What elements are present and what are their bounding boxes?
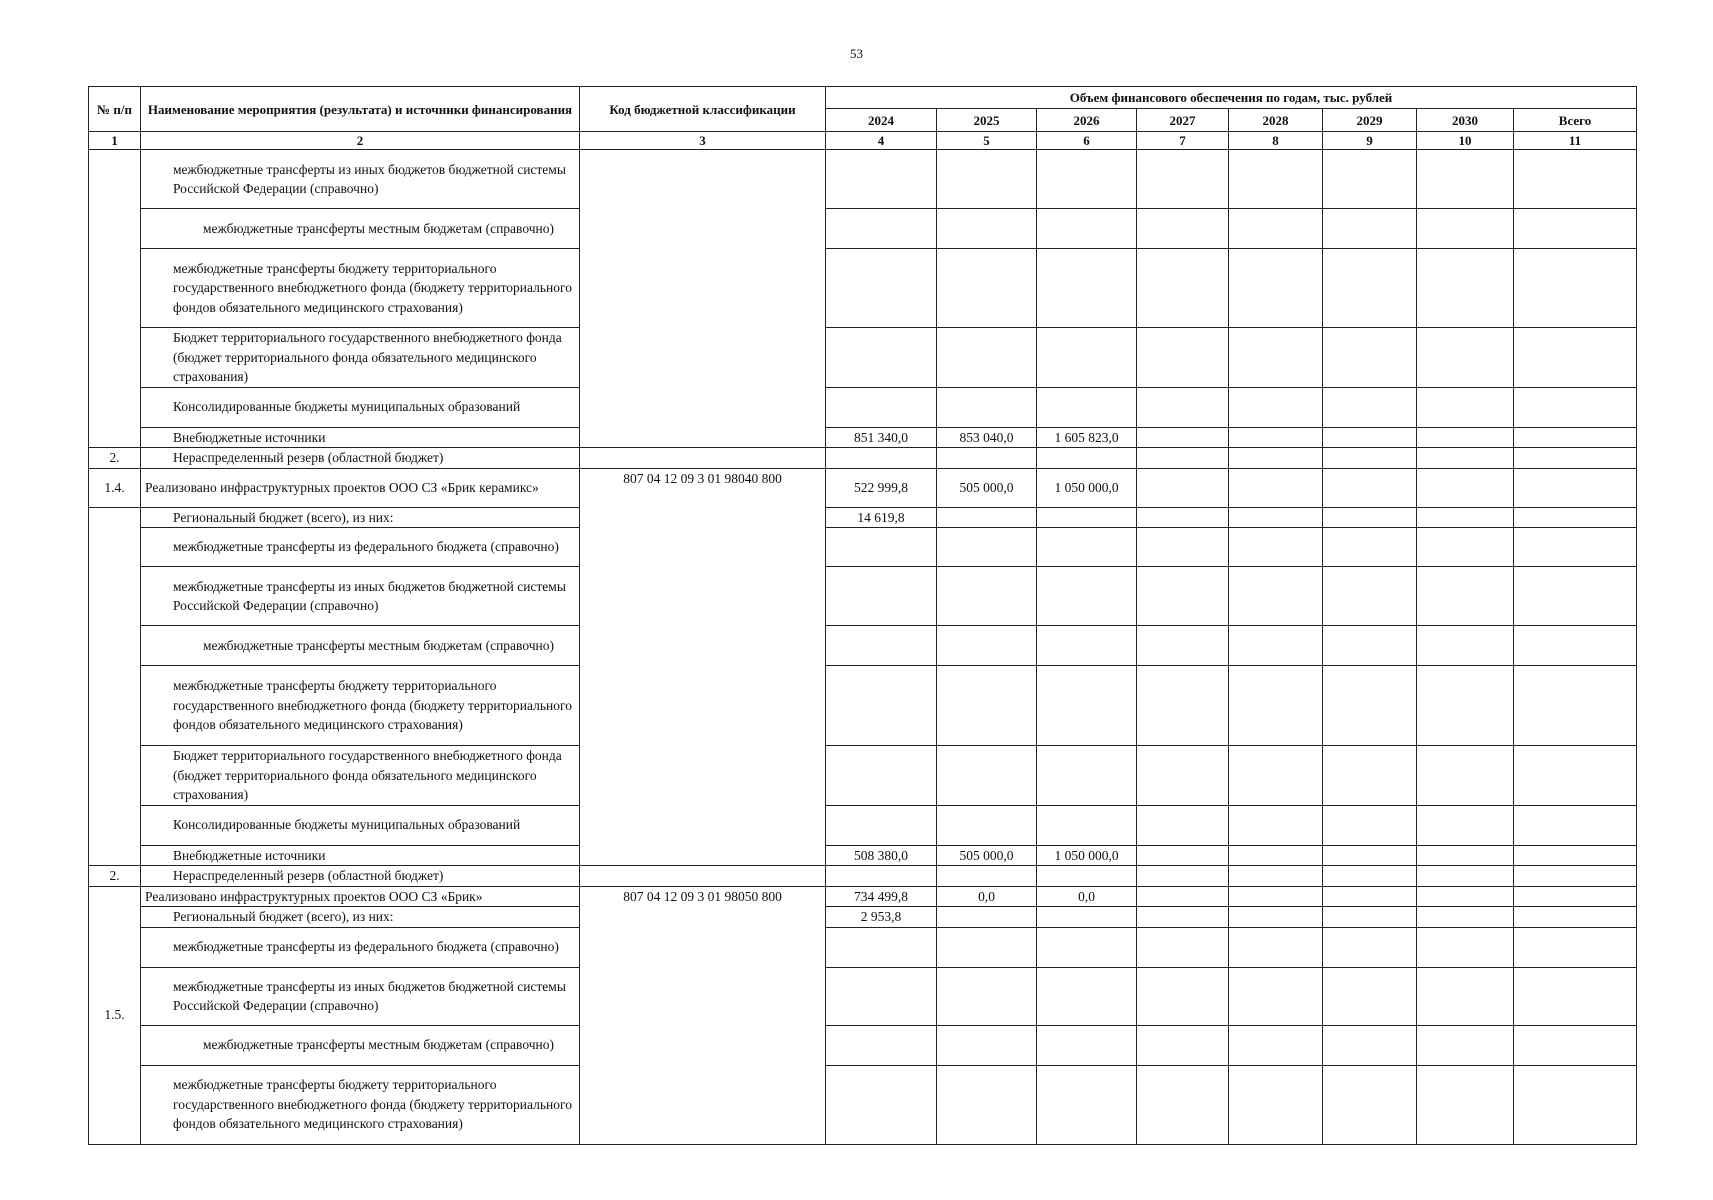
empty-cell [1514, 528, 1637, 567]
column-index: 7 [1137, 132, 1229, 150]
header-year: 2027 [1137, 109, 1229, 132]
empty-cell [1323, 927, 1417, 967]
empty-cell [1514, 150, 1637, 209]
empty-cell [1417, 507, 1514, 528]
empty-cell [826, 387, 937, 427]
empty-cell [1229, 746, 1323, 806]
empty-cell [1137, 528, 1229, 567]
empty-cell [1229, 328, 1323, 388]
empty-cell [937, 150, 1037, 209]
empty-cell [1514, 666, 1637, 746]
empty-cell [937, 209, 1037, 249]
empty-cell [1417, 567, 1514, 626]
empty-cell [1137, 1025, 1229, 1065]
empty-cell [1417, 805, 1514, 845]
empty-cell [826, 626, 937, 666]
empty-cell [1137, 886, 1229, 907]
empty-cell [1514, 387, 1637, 427]
empty-cell [1323, 448, 1417, 469]
empty-cell [826, 1025, 937, 1065]
empty-cell [1229, 886, 1323, 907]
empty-cell [1323, 150, 1417, 209]
empty-cell [1229, 805, 1323, 845]
row-label: Консолидированные бюджеты муниципальных образований [141, 387, 580, 427]
header-total: Всего [1514, 109, 1637, 132]
empty-cell [1417, 1025, 1514, 1065]
empty-cell [1514, 626, 1637, 666]
empty-cell [937, 328, 1037, 388]
header-year: 2028 [1229, 109, 1323, 132]
header-volume: Объем финансового обеспечения по годам, тыс. рублей [826, 87, 1637, 109]
empty-cell [826, 528, 937, 567]
empty-cell [1514, 746, 1637, 806]
empty-cell [1417, 907, 1514, 928]
value-cell: 734 499,8 [826, 886, 937, 907]
empty-cell [1229, 468, 1323, 507]
empty-cell [1037, 626, 1137, 666]
empty-cell [1417, 387, 1514, 427]
empty-cell [1514, 209, 1637, 249]
empty-cell [1037, 927, 1137, 967]
empty-cell [1037, 150, 1137, 209]
empty-cell [1137, 328, 1229, 388]
empty-cell [937, 528, 1037, 567]
empty-cell [1417, 927, 1514, 967]
empty-cell [1137, 209, 1229, 249]
row-label: Региональный бюджет (всего), из них: [141, 907, 580, 928]
column-index: 10 [1417, 132, 1514, 150]
empty-cell [1323, 528, 1417, 567]
empty-cell [1323, 1065, 1417, 1144]
row-label: межбюджетные трансферты местным бюджетам (справочно) [141, 1025, 580, 1065]
column-index: 4 [826, 132, 937, 150]
empty-cell [937, 249, 1037, 328]
empty-cell [1137, 805, 1229, 845]
column-index: 2 [141, 132, 580, 150]
empty-cell [1514, 567, 1637, 626]
row-label: Внебюджетные источники [141, 845, 580, 866]
empty-cell [1037, 507, 1137, 528]
empty-cell [937, 1065, 1037, 1144]
empty-cell [1229, 209, 1323, 249]
column-index: 6 [1037, 132, 1137, 150]
empty-cell [1137, 468, 1229, 507]
empty-cell [937, 666, 1037, 746]
empty-cell [1417, 328, 1514, 388]
empty-cell [1514, 328, 1637, 388]
row-label: Нераспределенный резерв (областной бюджет) [141, 866, 580, 887]
empty-cell [1229, 967, 1323, 1025]
row-label: межбюджетные трансферты из федерального бюджета (справочно) [141, 927, 580, 967]
row-label: межбюджетные трансферты бюджету территориального государственного внебюджетного фонда (бюджету территориального фондов обязательного медицинского страхования) [141, 666, 580, 746]
empty-cell [1037, 328, 1137, 388]
empty-cell [937, 967, 1037, 1025]
value-cell: 14 619,8 [826, 507, 937, 528]
empty-cell [1137, 150, 1229, 209]
empty-cell [937, 387, 1037, 427]
empty-cell [1417, 866, 1514, 887]
empty-cell [937, 927, 1037, 967]
empty-cell [1137, 907, 1229, 928]
empty-cell [1323, 907, 1417, 928]
empty-cell [826, 249, 937, 328]
empty-cell [937, 567, 1037, 626]
header-year: 2024 [826, 109, 937, 132]
empty-cell [1514, 427, 1637, 448]
empty-cell [1229, 150, 1323, 209]
value-cell: 0,0 [937, 886, 1037, 907]
empty-cell [1137, 866, 1229, 887]
empty-cell [937, 805, 1037, 845]
item-name: Реализовано инфраструктурных проектов ООО СЗ «Брик» [141, 886, 580, 907]
empty-cell [1417, 528, 1514, 567]
empty-cell [1229, 845, 1323, 866]
empty-cell [1037, 805, 1137, 845]
empty-cell [1137, 845, 1229, 866]
empty-cell [1514, 927, 1637, 967]
empty-cell [1514, 448, 1637, 469]
empty-cell [1037, 448, 1137, 469]
empty-cell [1229, 907, 1323, 928]
value-cell: 853 040,0 [937, 427, 1037, 448]
empty-cell [1137, 567, 1229, 626]
empty-cell [1514, 1025, 1637, 1065]
value-cell: 505 000,0 [937, 845, 1037, 866]
value-cell: 505 000,0 [937, 468, 1037, 507]
empty-cell [1417, 886, 1514, 907]
empty-cell [1417, 666, 1514, 746]
row-label: Региональный бюджет (всего), из них: [141, 507, 580, 528]
empty-cell [1037, 907, 1137, 928]
column-index: 5 [937, 132, 1037, 150]
empty-cell [1514, 967, 1637, 1025]
empty-cell [1417, 967, 1514, 1025]
empty-cell [1417, 209, 1514, 249]
empty-cell [1229, 1025, 1323, 1065]
row-label: межбюджетные трансферты из иных бюджетов бюджетной системы Российской Федерации (справочно) [141, 567, 580, 626]
empty-cell [1137, 927, 1229, 967]
row-label: межбюджетные трансферты местным бюджетам (справочно) [141, 209, 580, 249]
empty-cell [1037, 249, 1137, 328]
row-label: Бюджет территориального государственного внебюджетного фонда (бюджет территориального фонда обязательного медицинского страхования) [141, 328, 580, 388]
row-label: межбюджетные трансферты из иных бюджетов бюджетной системы Российской Федерации (справочно) [141, 967, 580, 1025]
column-index: 8 [1229, 132, 1323, 150]
empty-cell [1229, 448, 1323, 469]
row-label: Консолидированные бюджеты муниципальных образований [141, 805, 580, 845]
empty-cell [1229, 507, 1323, 528]
column-index: 1 [89, 132, 141, 150]
empty-cell [1417, 746, 1514, 806]
empty-cell [1323, 967, 1417, 1025]
empty-cell [937, 907, 1037, 928]
np-cell: 2. [89, 448, 141, 469]
financing-table [88, 86, 1637, 1145]
row-label: межбюджетные трансферты из федерального бюджета (справочно) [141, 528, 580, 567]
empty-cell [1514, 886, 1637, 907]
empty-cell [1137, 666, 1229, 746]
empty-cell [937, 1025, 1037, 1065]
header-year: 2026 [1037, 109, 1137, 132]
header-year: 2025 [937, 109, 1037, 132]
np-cell [89, 507, 141, 866]
empty-cell [1037, 866, 1137, 887]
column-index: 9 [1323, 132, 1417, 150]
empty-cell [1037, 666, 1137, 746]
empty-cell [937, 746, 1037, 806]
header-year: 2030 [1417, 109, 1514, 132]
empty-cell [1037, 1065, 1137, 1144]
empty-cell [1323, 805, 1417, 845]
header-np: № п/п [89, 87, 141, 132]
code-cell [580, 150, 826, 448]
value-cell: 851 340,0 [826, 427, 937, 448]
budget-code: 807 04 12 09 3 01 98040 800 [580, 468, 826, 866]
empty-cell [1514, 468, 1637, 507]
empty-cell [1514, 805, 1637, 845]
empty-cell [1137, 1065, 1229, 1144]
empty-cell [1229, 528, 1323, 567]
empty-cell [1229, 1065, 1323, 1144]
empty-cell [1137, 626, 1229, 666]
empty-cell [1229, 387, 1323, 427]
header-name: Наименование мероприятия (результата) и источники финансирования [141, 87, 580, 132]
empty-cell [1137, 249, 1229, 328]
empty-cell [1229, 927, 1323, 967]
empty-cell [937, 866, 1037, 887]
empty-cell [1323, 249, 1417, 328]
empty-cell [826, 746, 937, 806]
empty-cell [1229, 249, 1323, 328]
empty-cell [1323, 626, 1417, 666]
empty-cell [1037, 567, 1137, 626]
header-code: Код бюджетной классификации [580, 87, 826, 132]
column-index: 11 [1514, 132, 1637, 150]
empty-cell [1417, 845, 1514, 866]
value-cell: 2 953,8 [826, 907, 937, 928]
empty-cell [937, 626, 1037, 666]
empty-cell [1514, 845, 1637, 866]
np-cell [89, 150, 141, 448]
empty-cell [1137, 967, 1229, 1025]
empty-cell [1229, 666, 1323, 746]
empty-cell [937, 448, 1037, 469]
empty-cell [826, 150, 937, 209]
empty-cell [1417, 468, 1514, 507]
np-cell: 1.4. [89, 468, 141, 507]
empty-cell [826, 866, 937, 887]
empty-cell [1229, 866, 1323, 887]
empty-cell [826, 567, 937, 626]
empty-cell [826, 448, 937, 469]
empty-cell [1417, 249, 1514, 328]
empty-cell [1514, 907, 1637, 928]
empty-cell [1037, 528, 1137, 567]
empty-cell [1037, 967, 1137, 1025]
empty-cell [1037, 209, 1137, 249]
value-cell: 1 050 000,0 [1037, 845, 1137, 866]
empty-cell [1323, 845, 1417, 866]
value-cell: 508 380,0 [826, 845, 937, 866]
empty-cell [826, 927, 937, 967]
empty-cell [1137, 427, 1229, 448]
empty-cell [1514, 866, 1637, 887]
empty-cell [1323, 209, 1417, 249]
empty-cell [580, 866, 826, 887]
empty-cell [1137, 387, 1229, 427]
empty-cell [1417, 448, 1514, 469]
empty-cell [1417, 427, 1514, 448]
header-year: 2029 [1323, 109, 1417, 132]
empty-cell [826, 328, 937, 388]
empty-cell [937, 507, 1037, 528]
empty-cell [1417, 150, 1514, 209]
page-number: 53 [850, 46, 863, 61]
empty-cell [826, 1065, 937, 1144]
empty-cell [1037, 746, 1137, 806]
empty-cell [826, 666, 937, 746]
column-index: 3 [580, 132, 826, 150]
empty-cell [1137, 746, 1229, 806]
empty-cell [1323, 427, 1417, 448]
empty-cell [1323, 886, 1417, 907]
empty-cell [1037, 1025, 1137, 1065]
empty-cell [1417, 626, 1514, 666]
value-cell: 1 605 823,0 [1037, 427, 1137, 448]
empty-cell [1229, 567, 1323, 626]
np-cell: 1.5. [89, 886, 141, 1144]
empty-cell [1514, 1065, 1637, 1144]
empty-cell [826, 209, 937, 249]
row-label: Внебюджетные источники [141, 427, 580, 448]
value-cell: 0,0 [1037, 886, 1137, 907]
empty-cell [1137, 507, 1229, 528]
row-label: межбюджетные трансферты из иных бюджетов бюджетной системы Российской Федерации (справочно) [141, 150, 580, 209]
budget-code: 807 04 12 09 3 01 98050 800 [580, 886, 826, 1144]
empty-cell [1323, 666, 1417, 746]
value-cell: 1 050 000,0 [1037, 468, 1137, 507]
empty-cell [1229, 626, 1323, 666]
row-label: Нераспределенный резерв (областной бюджет) [141, 448, 580, 469]
empty-cell [1323, 507, 1417, 528]
empty-cell [1417, 1065, 1514, 1144]
empty-cell [1323, 746, 1417, 806]
empty-cell [1323, 387, 1417, 427]
empty-cell [1037, 387, 1137, 427]
empty-cell [1323, 468, 1417, 507]
empty-cell [1229, 427, 1323, 448]
row-label: межбюджетные трансферты местным бюджетам (справочно) [141, 626, 580, 666]
row-label: межбюджетные трансферты бюджету территориального государственного внебюджетного фонда (бюджету территориального фондов обязательного медицинского страхования) [141, 1065, 580, 1144]
empty-cell [1323, 567, 1417, 626]
empty-cell [826, 805, 937, 845]
empty-cell [1323, 866, 1417, 887]
item-name: Реализовано инфраструктурных проектов ООО СЗ «Брик керамикс» [141, 468, 580, 507]
row-label: Бюджет территориального государственного внебюджетного фонда (бюджет территориального фонда обязательного медицинского страхования) [141, 746, 580, 806]
empty-cell [1323, 1025, 1417, 1065]
empty-cell [1514, 249, 1637, 328]
row-label: межбюджетные трансферты бюджету территориального государственного внебюджетного фонда (бюджету территориального фондов обязательного медицинского страхования) [141, 249, 580, 328]
empty-cell [1514, 507, 1637, 528]
np-cell: 2. [89, 866, 141, 887]
value-cell: 522 999,8 [826, 468, 937, 507]
empty-cell [826, 967, 937, 1025]
empty-cell [580, 448, 826, 469]
empty-cell [1323, 328, 1417, 388]
empty-cell [1137, 448, 1229, 469]
